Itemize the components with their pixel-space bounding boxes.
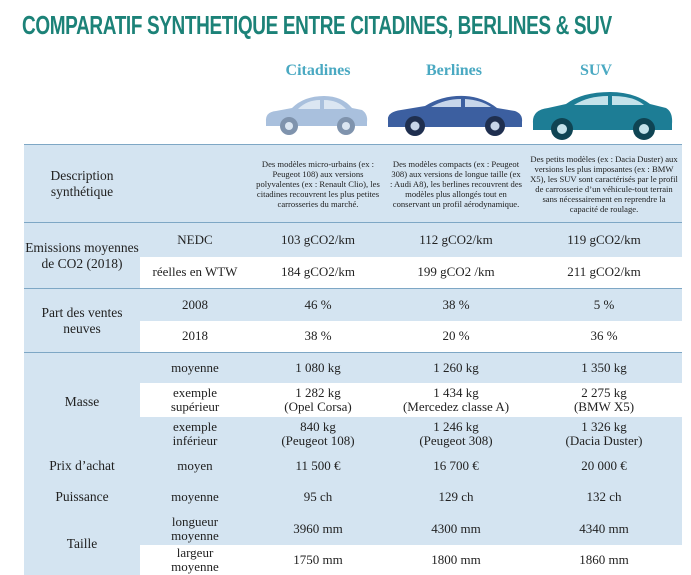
cell-value: 46 % bbox=[250, 289, 386, 321]
cell-value: 4340 mm bbox=[579, 520, 629, 536]
cell-value: 112 gCO2/km bbox=[386, 223, 526, 257]
cell-value: 199 gCO2 /km bbox=[417, 264, 495, 280]
row-label-taille: Taille bbox=[24, 513, 140, 575]
table-row bbox=[24, 481, 682, 513]
row-sub-description bbox=[140, 145, 250, 223]
cell-value: 1800 mm bbox=[431, 551, 481, 567]
cell-value: 1 260 kg bbox=[386, 353, 526, 383]
cell-value: 38 % bbox=[386, 289, 526, 321]
row-label-prix: Prix d’achat bbox=[49, 457, 115, 473]
row-label-puissance: Puissance bbox=[55, 488, 109, 504]
row-sub: largeur moyenne bbox=[171, 544, 219, 574]
cell-value: 1 326 kg (Dacia Duster) bbox=[565, 418, 643, 448]
page-title: COMPARATIF SYNTHETIQUE ENTRE CITADINES, BERLINES & SUV bbox=[22, 10, 612, 40]
cell-value: 95 ch bbox=[303, 488, 333, 504]
cell-value: 184 gCO2/km bbox=[280, 264, 356, 280]
cell-value: 1 080 kg bbox=[250, 353, 386, 383]
cell-value: 129 ch bbox=[438, 488, 474, 504]
cell-value: 1860 mm bbox=[579, 551, 629, 567]
row-sub: exemple inférieur bbox=[172, 418, 218, 448]
desc-suv: Des petits modèles (ex : Dacia Duster) aux versions les plus imposantes (ex : BMW X5), les SUV sont caractérisés par le profil de carrosserie d’un véhicule-tout terrain sans nécessairement en reprendre la capacité de roulage. bbox=[526, 145, 682, 223]
cell-value: 840 kg (Peugeot 108) bbox=[281, 418, 355, 448]
cell-value: 4300 mm bbox=[431, 520, 481, 536]
cell-value: 5 % bbox=[526, 289, 682, 321]
row-label-description: Description synthétique bbox=[24, 145, 140, 223]
cell-value: 20 000 € bbox=[581, 457, 627, 473]
table-row bbox=[24, 353, 682, 383]
column-header-berlines: Berlines bbox=[426, 62, 482, 79]
cell-value: 1 246 kg (Peugeot 308) bbox=[419, 418, 493, 448]
citadine-car-icon bbox=[262, 90, 372, 138]
row-sub: NEDC bbox=[140, 223, 250, 257]
table-row bbox=[24, 513, 682, 545]
row-sub: exemple supérieur bbox=[170, 384, 220, 414]
cell-value: 16 700 € bbox=[433, 457, 479, 473]
suv-car-icon bbox=[530, 90, 675, 142]
row-sub: réelles en WTW bbox=[152, 264, 238, 280]
cell-value: 11 500 € bbox=[295, 457, 341, 473]
cell-value: 119 gCO2/km bbox=[526, 223, 682, 257]
row-label-sales: Part des ventes neuves bbox=[24, 289, 140, 353]
comparison-table bbox=[24, 144, 682, 575]
cell-value: 103 gCO2/km bbox=[250, 223, 386, 257]
row-sub: moyenne bbox=[171, 488, 219, 504]
row-sub: longueur moyenne bbox=[171, 513, 219, 543]
cell-value: 20 % bbox=[442, 328, 470, 344]
table-row bbox=[24, 223, 682, 257]
column-header-suv: SUV bbox=[579, 62, 612, 79]
row-label-masse: Masse bbox=[24, 353, 140, 451]
row-label-emissions: Emissions moyennes de CO2 (2018) bbox=[24, 223, 140, 289]
cell-value: 38 % bbox=[304, 328, 332, 344]
cell-value: 2 275 kg (BMW X5) bbox=[573, 384, 635, 414]
column-header-citadines: Citadines bbox=[285, 62, 351, 79]
table-row bbox=[24, 451, 682, 481]
row-sub: 2018 bbox=[182, 328, 208, 344]
desc-citadines: Des modèles micro-urbains (ex : Peugeot 108) aux versions polyvalentes (ex : Renault Clio), les citadines recouvrent les plus petites carrosseries du marché. bbox=[250, 145, 386, 223]
table-row bbox=[24, 289, 682, 321]
cell-value: 1 350 kg bbox=[526, 353, 682, 383]
cell-value: 211 gCO2/km bbox=[567, 264, 641, 280]
row-sub: moyen bbox=[177, 457, 213, 473]
cell-value: 36 % bbox=[590, 328, 618, 344]
table-row-description bbox=[24, 145, 682, 223]
row-sub: 2008 bbox=[140, 289, 250, 321]
cell-value: 1 434 kg (Mercedez classe A) bbox=[402, 384, 510, 414]
cell-value: 132 ch bbox=[586, 488, 622, 504]
cell-value: 3960 mm bbox=[293, 520, 343, 536]
berline-car-icon bbox=[385, 90, 525, 138]
desc-berlines: Des modèles compacts (ex : Peugeot 308) aux versions de longue taille (ex : Audi A8), les berlines recouvrent des modèles plus allongés tout en conservant un profil aérodynamique. bbox=[386, 145, 526, 223]
cell-value: 1 282 kg (Opel Corsa) bbox=[284, 384, 352, 414]
row-sub: moyenne bbox=[140, 353, 250, 383]
cell-value: 1750 mm bbox=[293, 551, 343, 567]
